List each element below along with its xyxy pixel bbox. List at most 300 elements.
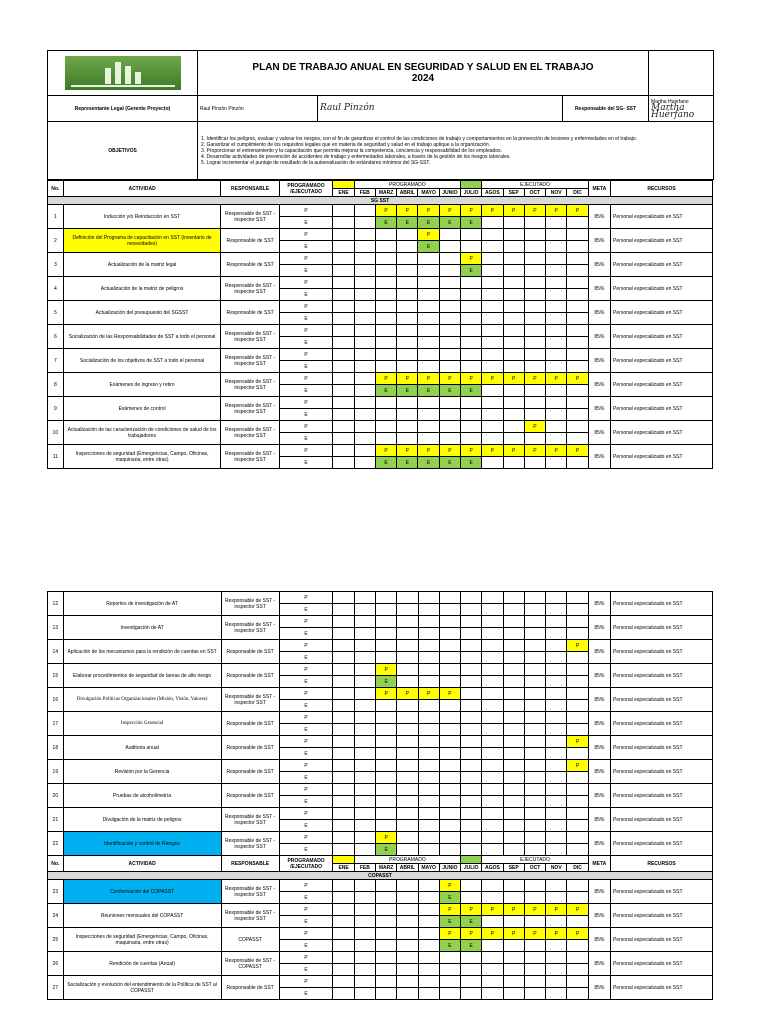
month-cell-empty xyxy=(524,628,545,640)
month-cell-empty xyxy=(418,604,439,616)
month-cell-programado: P xyxy=(461,205,482,217)
month-cell-empty xyxy=(461,820,482,832)
month-cell-empty xyxy=(546,676,567,688)
month-cell-empty xyxy=(418,844,439,856)
month-cell-empty xyxy=(567,940,588,952)
month-cell-empty xyxy=(375,976,396,988)
month-cell-empty xyxy=(567,604,588,616)
month-cell-empty xyxy=(397,289,418,301)
activity-responsible: Responsable de SST - COPASST xyxy=(221,952,279,976)
month-cell-empty xyxy=(439,313,460,325)
ejecutado-marker: E xyxy=(279,385,333,397)
month-cell-empty xyxy=(418,748,439,760)
activity-meta: 85% xyxy=(588,592,610,616)
month-cell-empty xyxy=(439,652,460,664)
signature-martha: Martha Huérfano xyxy=(651,102,695,120)
activity-number: 6 xyxy=(48,325,64,349)
month-cell-empty xyxy=(524,385,545,397)
col-header-responsible: RESPONSABLE xyxy=(221,856,279,872)
month-cell-empty xyxy=(461,337,482,349)
month-cell-empty xyxy=(418,313,439,325)
month-cell-empty xyxy=(354,724,375,736)
month-cell-empty xyxy=(482,421,503,433)
month-cell-empty xyxy=(397,808,418,820)
month-cell-empty xyxy=(524,940,545,952)
col-header-ejecutado: EJECUTADO xyxy=(482,856,588,864)
month-cell-empty xyxy=(354,904,375,916)
month-cell-empty xyxy=(333,265,354,277)
month-cell-empty xyxy=(354,916,375,928)
month-cell-empty xyxy=(524,892,545,904)
month-cell-ejecutado: E xyxy=(418,217,439,229)
activity-name: Socialización de las Responsabilidades de SST a todo el personal xyxy=(63,325,221,349)
activity-name: Socialización y evolución del entendimiento de la Política de SST al COPASST xyxy=(63,976,221,1000)
month-cell-empty xyxy=(354,976,375,988)
activity-name: Divulgación Políticas Organizacionales (Misión, Visión, Valores) xyxy=(63,688,221,712)
col-header-prog-exec: PROGRAMADO /EJECUTADO xyxy=(279,856,333,872)
ejecutado-marker: E xyxy=(279,988,333,1000)
month-cell-ejecutado: E xyxy=(461,385,482,397)
month-cell-empty xyxy=(375,772,396,784)
month-cell-empty xyxy=(333,289,354,301)
month-cell-empty xyxy=(503,409,524,421)
month-cell-empty xyxy=(354,604,375,616)
month-cell-empty xyxy=(418,409,439,421)
month-cell-empty xyxy=(567,916,588,928)
month-cell-programado: P xyxy=(482,205,503,217)
month-cell-empty xyxy=(503,253,524,265)
month-cell-empty xyxy=(503,940,524,952)
month-cell-ejecutado: E xyxy=(461,265,482,277)
month-cell-empty xyxy=(418,277,439,289)
month-cell-empty xyxy=(375,592,396,604)
month-cell-empty xyxy=(418,712,439,724)
activity-resources: Personal especializado en SST xyxy=(611,640,713,664)
month-cell-empty xyxy=(375,724,396,736)
month-cell-empty xyxy=(546,289,567,301)
month-cell-empty xyxy=(333,349,354,361)
programado-marker: P xyxy=(279,373,333,385)
month-cell-empty xyxy=(567,457,588,469)
ejecutado-marker: E xyxy=(279,628,333,640)
objectives-text xyxy=(198,122,714,180)
month-cell-empty xyxy=(418,796,439,808)
month-cell-empty xyxy=(524,664,545,676)
month-cell-empty xyxy=(461,976,482,988)
month-cell-empty xyxy=(567,664,588,676)
month-cell-empty xyxy=(524,676,545,688)
ejecutado-marker: E xyxy=(279,457,333,469)
activity-responsible: Responsable de SST xyxy=(221,736,279,760)
month-cell-empty xyxy=(354,880,375,892)
activity-responsible: Responsable de SST - inspector SST xyxy=(221,373,279,397)
month-cell-empty xyxy=(354,241,375,253)
month-cell-empty xyxy=(333,652,354,664)
month-cell-empty xyxy=(354,277,375,289)
month-cell-empty xyxy=(461,964,482,976)
month-cell-empty xyxy=(354,421,375,433)
ejecutado-marker: E xyxy=(279,916,333,928)
month-header: MARZ xyxy=(375,189,396,197)
month-cell-empty xyxy=(375,760,396,772)
month-cell-empty xyxy=(524,700,545,712)
month-cell-empty xyxy=(567,676,588,688)
month-cell-empty xyxy=(524,361,545,373)
month-cell-programado: P xyxy=(397,688,418,700)
month-cell-empty xyxy=(375,409,396,421)
month-cell-empty xyxy=(418,337,439,349)
month-cell-empty xyxy=(375,784,396,796)
month-cell-empty xyxy=(567,952,588,964)
month-cell-empty xyxy=(524,988,545,1000)
month-cell-empty xyxy=(524,433,545,445)
month-cell-empty xyxy=(546,313,567,325)
month-cell-empty xyxy=(503,808,524,820)
activity-name: Actualización de la matriz de peligros xyxy=(63,277,221,301)
ejecutado-marker: E xyxy=(279,337,333,349)
month-cell-empty xyxy=(461,808,482,820)
month-cell-empty xyxy=(418,784,439,796)
activity-responsible: Responsable de SST - inspector SST xyxy=(221,277,279,301)
month-cell-empty xyxy=(546,604,567,616)
month-cell-empty xyxy=(354,700,375,712)
month-cell-empty xyxy=(546,640,567,652)
activity-meta: 85% xyxy=(588,445,610,469)
month-cell-empty xyxy=(482,217,503,229)
month-cell-empty xyxy=(546,916,567,928)
month-cell-empty xyxy=(461,724,482,736)
month-cell-empty xyxy=(567,712,588,724)
activity-meta: 85% xyxy=(588,736,610,760)
activity-resources: Personal especializado en SST xyxy=(611,976,713,1000)
month-cell-empty xyxy=(567,229,588,241)
month-cell-empty xyxy=(567,784,588,796)
month-cell-empty xyxy=(333,676,354,688)
programado-marker: P xyxy=(279,976,333,988)
legend-programado-swatch xyxy=(333,856,354,864)
month-cell-programado: P xyxy=(567,760,588,772)
month-cell-empty xyxy=(482,289,503,301)
month-cell-empty xyxy=(354,409,375,421)
ejecutado-marker: E xyxy=(279,820,333,832)
month-cell-empty xyxy=(354,217,375,229)
month-cell-ejecutado: E xyxy=(439,892,460,904)
activity-responsible: Responsable de SST xyxy=(221,229,279,253)
month-cell-empty xyxy=(546,616,567,628)
month-cell-empty xyxy=(418,616,439,628)
month-cell-empty xyxy=(546,253,567,265)
activity-meta: 85% xyxy=(588,616,610,640)
month-cell-empty xyxy=(354,361,375,373)
month-cell-empty xyxy=(375,397,396,409)
month-cell-empty xyxy=(439,700,460,712)
col-header-no: No. xyxy=(48,181,64,197)
month-cell-empty xyxy=(524,748,545,760)
month-cell-empty xyxy=(546,880,567,892)
month-cell-empty xyxy=(375,628,396,640)
company-logo-cell xyxy=(48,51,198,96)
month-cell-programado: P xyxy=(567,904,588,916)
month-cell-empty xyxy=(354,457,375,469)
month-cell-programado: P xyxy=(418,373,439,385)
activity-number: 9 xyxy=(48,397,64,421)
plan-title-cell xyxy=(198,51,649,96)
month-cell-empty xyxy=(503,664,524,676)
activity-number: 20 xyxy=(48,784,64,808)
month-cell-empty xyxy=(354,832,375,844)
month-cell-empty xyxy=(567,421,588,433)
month-cell-programado: P xyxy=(482,445,503,457)
month-cell-empty xyxy=(333,688,354,700)
month-cell-programado: P xyxy=(546,373,567,385)
month-cell-programado: P xyxy=(503,205,524,217)
month-cell-empty xyxy=(546,664,567,676)
month-cell-programado: P xyxy=(503,373,524,385)
month-cell-empty xyxy=(375,604,396,616)
month-cell-empty xyxy=(567,265,588,277)
month-cell-empty xyxy=(418,724,439,736)
month-cell-empty xyxy=(375,433,396,445)
month-cell-empty xyxy=(397,748,418,760)
month-cell-empty xyxy=(397,700,418,712)
month-cell-programado: P xyxy=(546,445,567,457)
activity-number: 24 xyxy=(48,904,64,928)
month-cell-empty xyxy=(439,361,460,373)
activity-resources: Personal especializado en SST xyxy=(611,664,713,688)
month-cell-empty xyxy=(397,844,418,856)
month-cell-empty xyxy=(567,976,588,988)
month-cell-programado: P xyxy=(567,445,588,457)
month-cell-empty xyxy=(375,916,396,928)
month-cell-empty xyxy=(333,796,354,808)
month-header: NOV xyxy=(546,864,567,872)
month-cell-empty xyxy=(333,313,354,325)
month-cell-empty xyxy=(482,301,503,313)
legal-rep-label: Representante Legal (Gerente Proyecto) xyxy=(48,96,198,122)
activity-meta: 85% xyxy=(588,904,610,928)
month-cell-ejecutado: E xyxy=(397,385,418,397)
month-cell-ejecutado: E xyxy=(461,457,482,469)
month-cell-empty xyxy=(567,217,588,229)
month-cell-empty xyxy=(524,652,545,664)
month-cell-empty xyxy=(354,253,375,265)
month-cell-empty xyxy=(418,349,439,361)
month-cell-empty xyxy=(482,664,503,676)
month-cell-empty xyxy=(439,724,460,736)
month-cell-empty xyxy=(397,796,418,808)
month-cell-empty xyxy=(524,688,545,700)
programado-marker: P xyxy=(279,397,333,409)
activity-meta: 85% xyxy=(588,277,610,301)
programado-marker: P xyxy=(279,445,333,457)
activity-number: 23 xyxy=(48,880,64,904)
month-cell-empty xyxy=(546,736,567,748)
activity-name: Exámenes de control xyxy=(63,397,221,421)
month-cell-empty xyxy=(546,349,567,361)
month-cell-empty xyxy=(439,421,460,433)
month-cell-ejecutado: E xyxy=(461,916,482,928)
month-cell-empty xyxy=(546,724,567,736)
month-header: ENE xyxy=(333,864,354,872)
month-cell-empty xyxy=(418,433,439,445)
month-cell-empty xyxy=(546,652,567,664)
month-cell-empty xyxy=(333,409,354,421)
month-cell-empty xyxy=(503,337,524,349)
month-cell-empty xyxy=(397,313,418,325)
month-header: JUNIO xyxy=(439,189,460,197)
month-cell-empty xyxy=(375,640,396,652)
month-cell-empty xyxy=(482,988,503,1000)
col-header-activity: ACTIVIDAD xyxy=(63,181,221,197)
month-cell-empty xyxy=(567,337,588,349)
month-cell-empty xyxy=(333,820,354,832)
ejecutado-marker: E xyxy=(279,433,333,445)
month-cell-empty xyxy=(397,409,418,421)
month-cell-ejecutado: E xyxy=(375,844,396,856)
month-cell-empty xyxy=(418,361,439,373)
programado-marker: P xyxy=(279,205,333,217)
month-cell-empty xyxy=(546,229,567,241)
month-cell-empty xyxy=(354,205,375,217)
month-cell-empty xyxy=(397,736,418,748)
programado-marker: P xyxy=(279,952,333,964)
month-cell-empty xyxy=(482,772,503,784)
month-cell-empty xyxy=(546,217,567,229)
programado-marker: P xyxy=(279,349,333,361)
sg-responsible-cell xyxy=(649,96,714,122)
activity-resources: Personal especializado en SST xyxy=(611,928,713,952)
month-cell-empty xyxy=(461,988,482,1000)
month-cell-empty xyxy=(482,748,503,760)
month-cell-empty xyxy=(375,241,396,253)
month-cell-empty xyxy=(503,628,524,640)
month-cell-empty xyxy=(397,772,418,784)
month-cell-ejecutado: E xyxy=(375,385,396,397)
month-cell-empty xyxy=(524,217,545,229)
month-cell-empty xyxy=(397,592,418,604)
month-cell-empty xyxy=(354,628,375,640)
month-cell-empty xyxy=(439,772,460,784)
month-cell-empty xyxy=(439,748,460,760)
month-cell-empty xyxy=(482,916,503,928)
month-cell-programado: P xyxy=(397,373,418,385)
month-cell-empty xyxy=(375,277,396,289)
activity-number: 11 xyxy=(48,445,64,469)
month-cell-empty xyxy=(333,373,354,385)
activity-meta: 85% xyxy=(588,712,610,736)
month-cell-empty xyxy=(524,724,545,736)
month-cell-empty xyxy=(439,289,460,301)
month-cell-empty xyxy=(397,253,418,265)
month-header: OCT xyxy=(524,189,545,197)
month-cell-empty xyxy=(503,457,524,469)
month-cell-programado: P xyxy=(503,445,524,457)
month-cell-empty xyxy=(375,229,396,241)
activities-table-continued xyxy=(47,591,713,1000)
month-cell-empty xyxy=(397,640,418,652)
month-cell-empty xyxy=(546,265,567,277)
month-cell-empty xyxy=(333,253,354,265)
month-cell-empty xyxy=(567,313,588,325)
month-cell-empty xyxy=(503,964,524,976)
month-cell-empty xyxy=(354,445,375,457)
month-cell-empty xyxy=(439,592,460,604)
activity-meta: 85% xyxy=(588,832,610,856)
month-cell-empty xyxy=(439,241,460,253)
month-cell-empty xyxy=(567,253,588,265)
month-cell-empty xyxy=(354,784,375,796)
month-cell-empty xyxy=(567,397,588,409)
col-header-resources: RECURSOS xyxy=(611,856,713,872)
ejecutado-marker: E xyxy=(279,289,333,301)
activity-name: Actualización de las caracterización de condiciones de salud de los trabajadores xyxy=(63,421,221,445)
month-cell-empty xyxy=(333,325,354,337)
month-cell-empty xyxy=(503,229,524,241)
month-cell-empty xyxy=(354,808,375,820)
month-cell-empty xyxy=(375,964,396,976)
month-cell-empty xyxy=(354,820,375,832)
month-cell-empty xyxy=(524,712,545,724)
month-cell-empty xyxy=(503,277,524,289)
month-cell-empty xyxy=(439,229,460,241)
activity-resources: Personal especializado en SST xyxy=(611,397,713,421)
month-cell-empty xyxy=(546,433,567,445)
col-header-programado: PROGRAMADO xyxy=(354,856,460,864)
month-cell-empty xyxy=(461,844,482,856)
month-cell-empty xyxy=(461,952,482,964)
programado-marker: P xyxy=(279,664,333,676)
month-cell-empty xyxy=(482,964,503,976)
month-cell-empty xyxy=(482,940,503,952)
month-cell-empty xyxy=(461,397,482,409)
month-cell-empty xyxy=(397,892,418,904)
activity-number: 5 xyxy=(48,301,64,325)
month-cell-empty xyxy=(461,628,482,640)
activity-resources: Personal especializado en SST xyxy=(611,952,713,976)
month-cell-empty xyxy=(503,976,524,988)
month-cell-empty xyxy=(546,361,567,373)
month-cell-empty xyxy=(397,928,418,940)
month-cell-empty xyxy=(524,640,545,652)
month-cell-programado: P xyxy=(439,904,460,916)
month-header: FEB xyxy=(354,189,375,197)
activity-meta: 85% xyxy=(588,952,610,976)
activity-responsible: Responsable de SST - inspector SST xyxy=(221,397,279,421)
activity-number: 10 xyxy=(48,421,64,445)
activity-meta: 85% xyxy=(588,325,610,349)
ejecutado-marker: E xyxy=(279,217,333,229)
activity-resources: Personal especializado en SST xyxy=(611,712,713,736)
programado-marker: P xyxy=(279,784,333,796)
objective-2: 2. Garantizar el cumplimiento de los requisitos legales que en materia de seguridad y salud en el trabajo aplique a la organización. xyxy=(201,141,491,148)
legend-programado-swatch xyxy=(333,181,354,189)
month-cell-empty xyxy=(439,820,460,832)
month-cell-empty xyxy=(482,688,503,700)
header-blank-cell xyxy=(649,51,714,96)
month-cell-programado: P xyxy=(567,640,588,652)
ejecutado-marker: E xyxy=(279,700,333,712)
month-cell-empty xyxy=(397,337,418,349)
month-cell-empty xyxy=(461,289,482,301)
month-cell-empty xyxy=(524,397,545,409)
month-cell-empty xyxy=(524,265,545,277)
month-cell-ejecutado: E xyxy=(375,676,396,688)
month-cell-empty xyxy=(397,832,418,844)
month-cell-empty xyxy=(546,628,567,640)
activity-meta: 85% xyxy=(588,928,610,952)
month-cell-empty xyxy=(375,712,396,724)
month-cell-programado: P xyxy=(567,928,588,940)
